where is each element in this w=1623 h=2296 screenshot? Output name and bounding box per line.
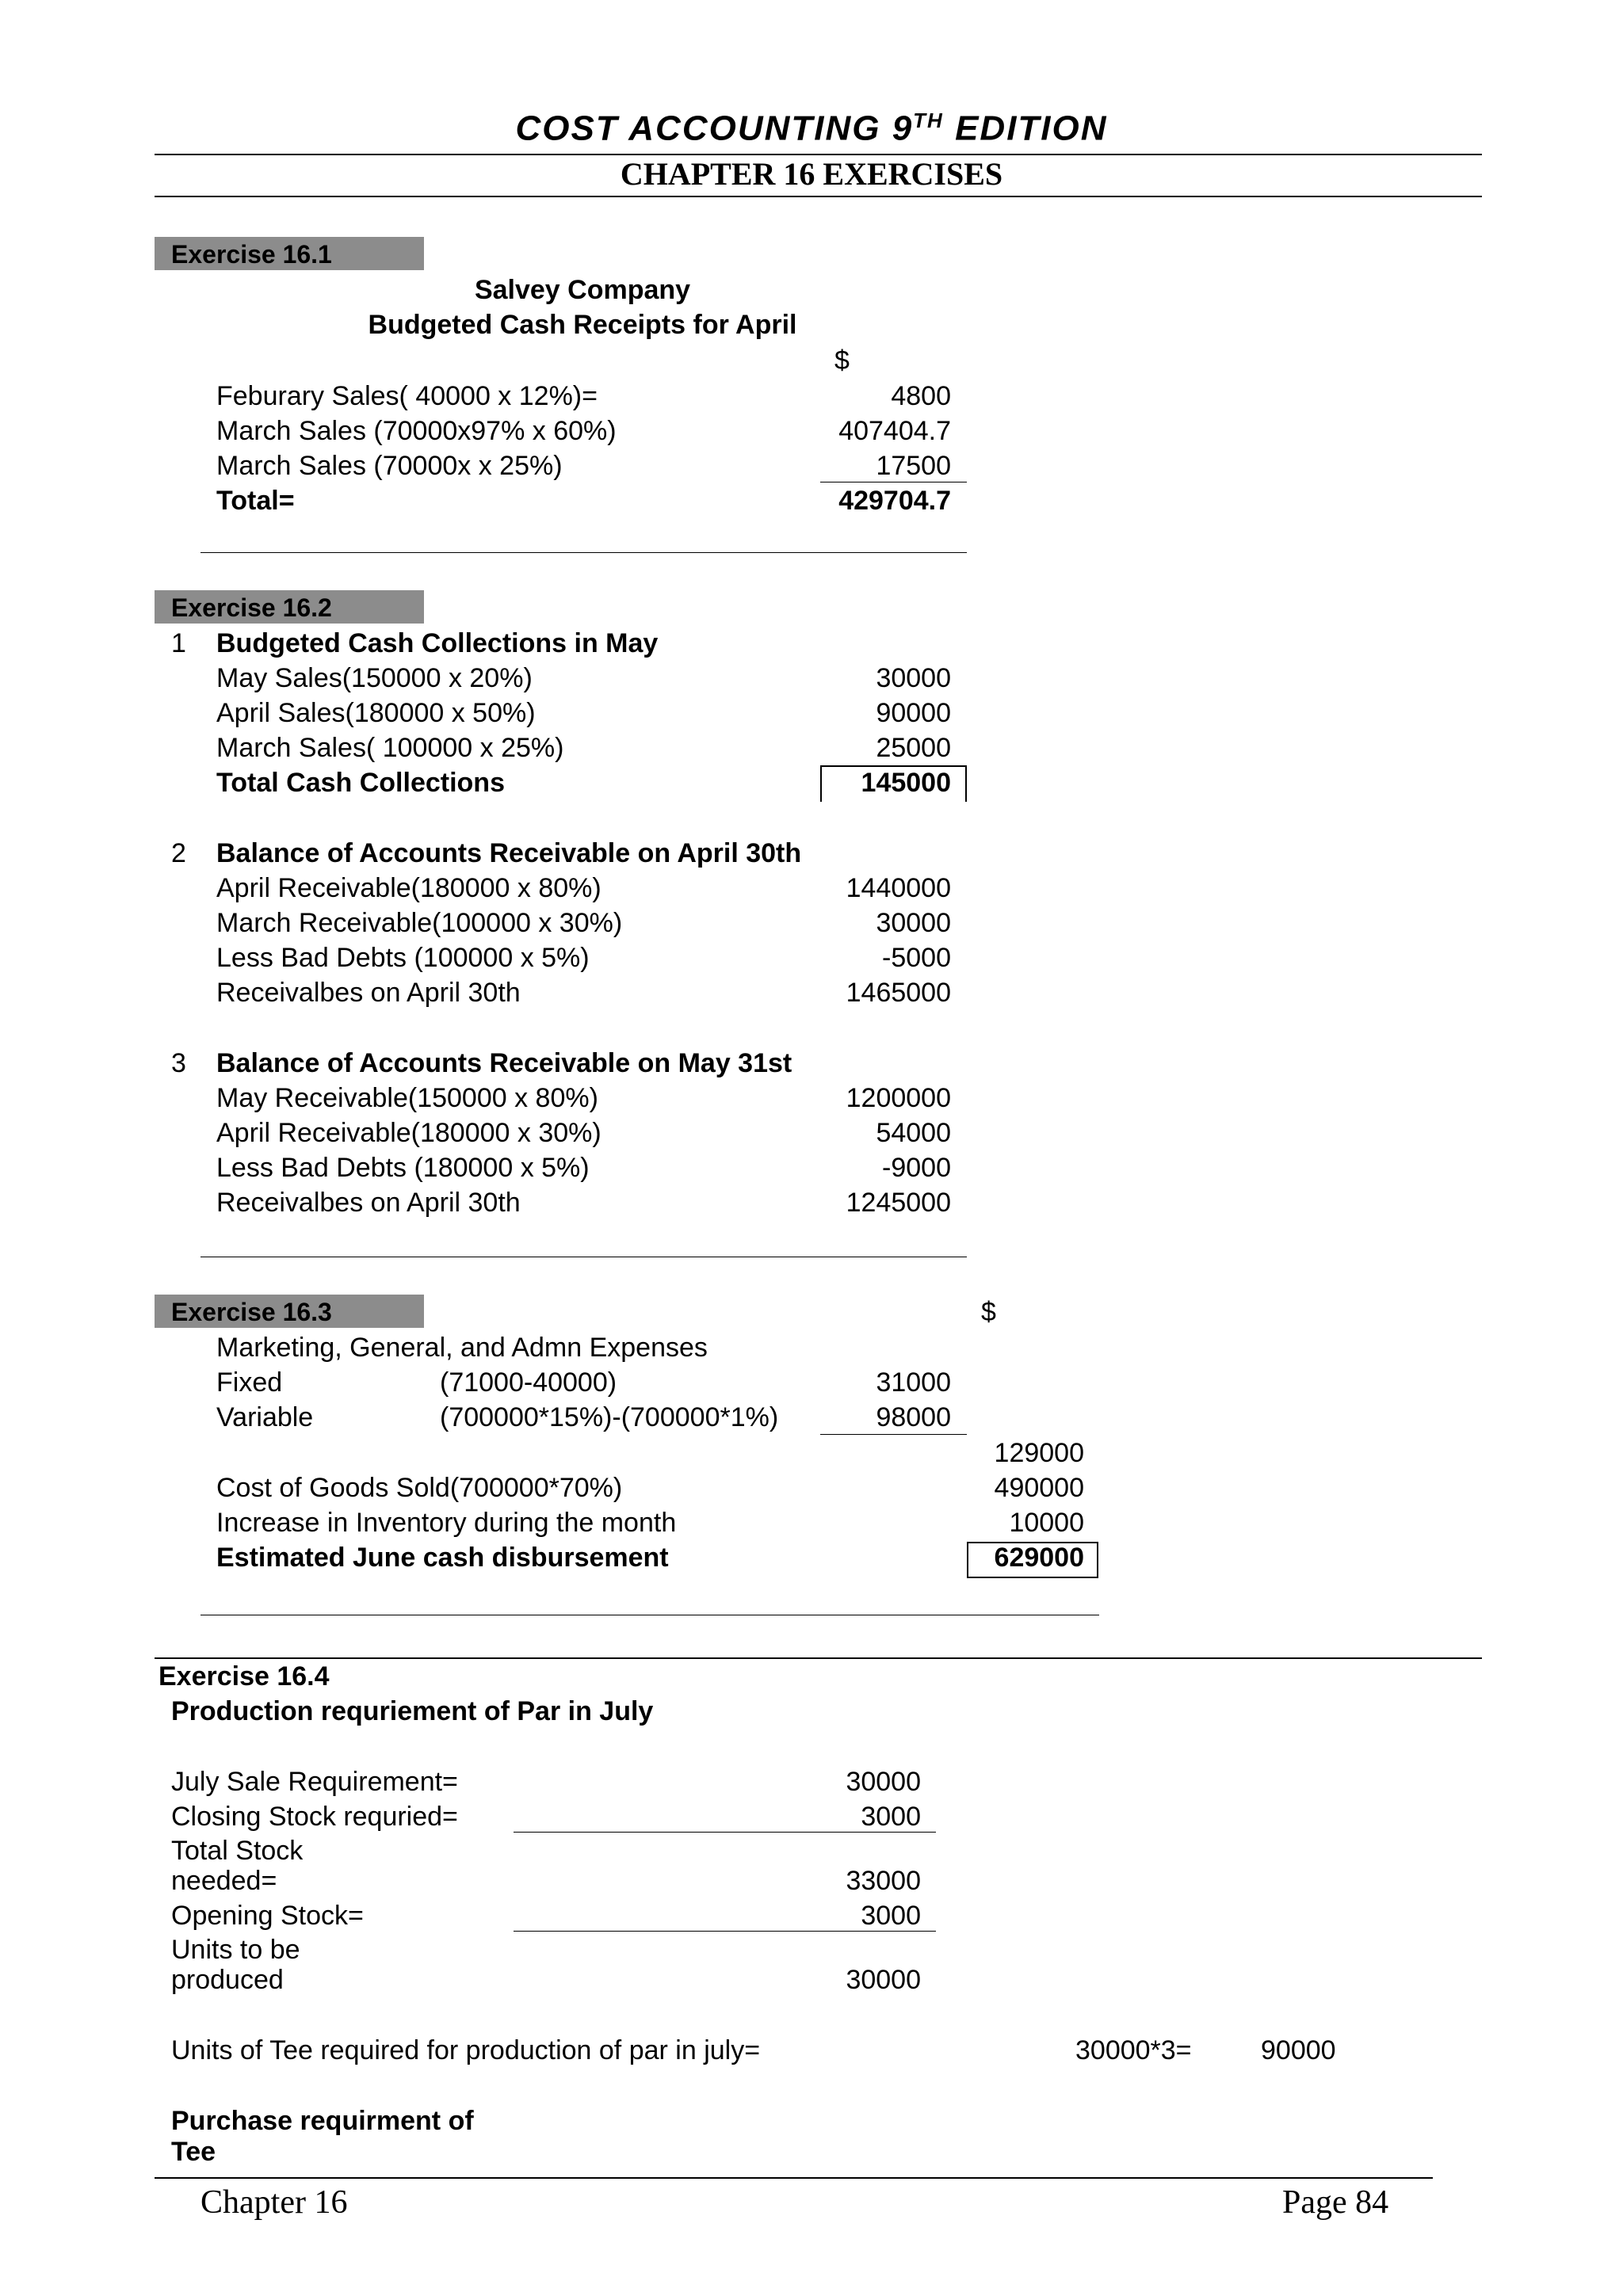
- row-label: March Receivable(100000 x 30%): [216, 908, 623, 938]
- subtotal-value: 129000: [994, 1438, 1084, 1468]
- row-value: 54000: [876, 1118, 951, 1148]
- row-label: May Sales(150000 x 20%): [216, 663, 533, 693]
- variable-value: 98000: [876, 1402, 951, 1432]
- section-divider: [200, 552, 967, 553]
- sum-rule: [514, 1832, 936, 1833]
- footer-chapter: Chapter 16: [200, 2184, 348, 2221]
- inventory-value: 10000: [1009, 1508, 1084, 1538]
- row-value: -9000: [882, 1153, 951, 1183]
- row-value: 17500: [876, 451, 951, 481]
- row-label: Receivalbes on April 30th: [216, 978, 521, 1008]
- row-value: 1200000: [846, 1083, 951, 1113]
- row-label: Feburary Sales( 40000 x 12%)=: [216, 381, 598, 411]
- total-label: Total Cash Collections: [216, 768, 505, 798]
- receipts-heading: Budgeted Cash Receipts for April: [368, 310, 797, 340]
- variable-label: Variable: [216, 1402, 314, 1432]
- row-label: April Sales(180000 x 50%): [216, 698, 536, 728]
- footer-page-number: Page 84: [1282, 2184, 1389, 2221]
- opening-value: 3000: [861, 1901, 921, 1931]
- total-label: Total Stock: [171, 1836, 304, 1866]
- tee-formula: 30000*3=: [1075, 2035, 1192, 2065]
- row-value: 25000: [876, 733, 951, 763]
- sum-rule: [820, 1434, 967, 1435]
- closing-value: 3000: [861, 1802, 921, 1832]
- part-number: 2: [171, 838, 186, 868]
- part-heading: Budgeted Cash Collections in May: [216, 628, 659, 658]
- units-value: 30000: [846, 1965, 921, 1995]
- total-label: Total=: [216, 486, 295, 516]
- part-number: 3: [171, 1048, 186, 1078]
- row-value: 407404.7: [838, 416, 951, 446]
- row-value: 30000: [876, 908, 951, 938]
- sale-value: 30000: [846, 1767, 921, 1797]
- row-label: Less Bad Debts (100000 x 5%): [216, 943, 590, 973]
- row-label: April Receivable(180000 x 30%): [216, 1118, 601, 1148]
- title-superscript: TH: [913, 109, 944, 132]
- total-value: 33000: [846, 1866, 921, 1896]
- sale-label: July Sale Requirement=: [171, 1767, 458, 1797]
- exercise-16-3-label: Exercise 16.3: [171, 1298, 332, 1326]
- row-label: May Receivable(150000 x 80%): [216, 1083, 598, 1113]
- production-heading: Production requriement of Par in July: [171, 1696, 654, 1726]
- units-label-2: produced: [171, 1965, 284, 1995]
- part-heading: Balance of Accounts Receivable on May 31st: [216, 1048, 792, 1078]
- fixed-label: Fixed: [216, 1367, 283, 1398]
- row-label: March Sales (70000x x 25%): [216, 451, 563, 481]
- row-label: March Sales (70000x97% x 60%): [216, 416, 617, 446]
- fixed-formula: (71000-40000): [440, 1367, 617, 1398]
- row-value: 30000: [876, 663, 951, 693]
- total-value: 629000: [994, 1543, 1084, 1573]
- purchase-label-2: Tee: [171, 2137, 216, 2167]
- row-value: 4800: [891, 381, 951, 411]
- row-label: March Sales( 100000 x 25%): [216, 733, 564, 763]
- section-rule: [155, 1657, 1482, 1659]
- cogs-value: 490000: [994, 1473, 1084, 1503]
- total-value: 145000: [861, 768, 951, 798]
- total-value: 429704.7: [838, 486, 951, 516]
- exercise-16-2-label: Exercise 16.2: [171, 593, 332, 622]
- title-end: EDITION: [943, 109, 1108, 148]
- footer-rule: [155, 2177, 1433, 2179]
- units-label: Units to be: [171, 1935, 300, 1965]
- row-value: 90000: [876, 698, 951, 728]
- purchase-label: Purchase requirment of: [171, 2106, 474, 2136]
- closing-label: Closing Stock requried=: [171, 1802, 458, 1832]
- page-subtitle: CHAPTER 16 EXERCISES: [620, 156, 1003, 192]
- row-value: -5000: [882, 943, 951, 973]
- row-label: Receivalbes on April 30th: [216, 1188, 521, 1218]
- variable-formula: (700000*15%)-(700000*1%): [440, 1402, 779, 1432]
- opening-label: Opening Stock=: [171, 1901, 364, 1931]
- part-heading: Balance of Accounts Receivable on April 30th: [216, 838, 802, 868]
- inventory-label: Increase in Inventory during the month: [216, 1508, 677, 1538]
- row-value: 1465000: [846, 978, 951, 1008]
- sum-rule: [514, 1931, 936, 1932]
- row-label: Less Bad Debts (180000 x 5%): [216, 1153, 590, 1183]
- row-value: 1440000: [846, 873, 951, 903]
- exercise-16-4-label: Exercise 16.4: [158, 1661, 330, 1691]
- page-title: [0, 109, 1623, 149]
- row-label: April Receivable(180000 x 80%): [216, 873, 601, 903]
- total-label-2: needed=: [171, 1866, 277, 1896]
- tee-value: 90000: [1261, 2035, 1336, 2065]
- currency-symbol: $: [834, 345, 850, 376]
- company-name: Salvey Company: [474, 275, 691, 305]
- row-value: 1245000: [846, 1188, 951, 1218]
- tee-label: Units of Tee required for production of par in july=: [171, 2035, 761, 2065]
- title-main: COST ACCOUNTING 9: [515, 109, 914, 148]
- expenses-heading: Marketing, General, and Admn Expenses: [216, 1333, 708, 1363]
- header-rule-bottom: [155, 196, 1482, 197]
- exercise-16-1-label: Exercise 16.1: [171, 240, 332, 269]
- cogs-label: Cost of Goods Sold(700000*70%): [216, 1473, 623, 1503]
- part-number: 1: [171, 628, 186, 658]
- currency-symbol: $: [981, 1297, 996, 1327]
- fixed-value: 31000: [876, 1367, 951, 1398]
- total-label: Estimated June cash disbursement: [216, 1543, 669, 1573]
